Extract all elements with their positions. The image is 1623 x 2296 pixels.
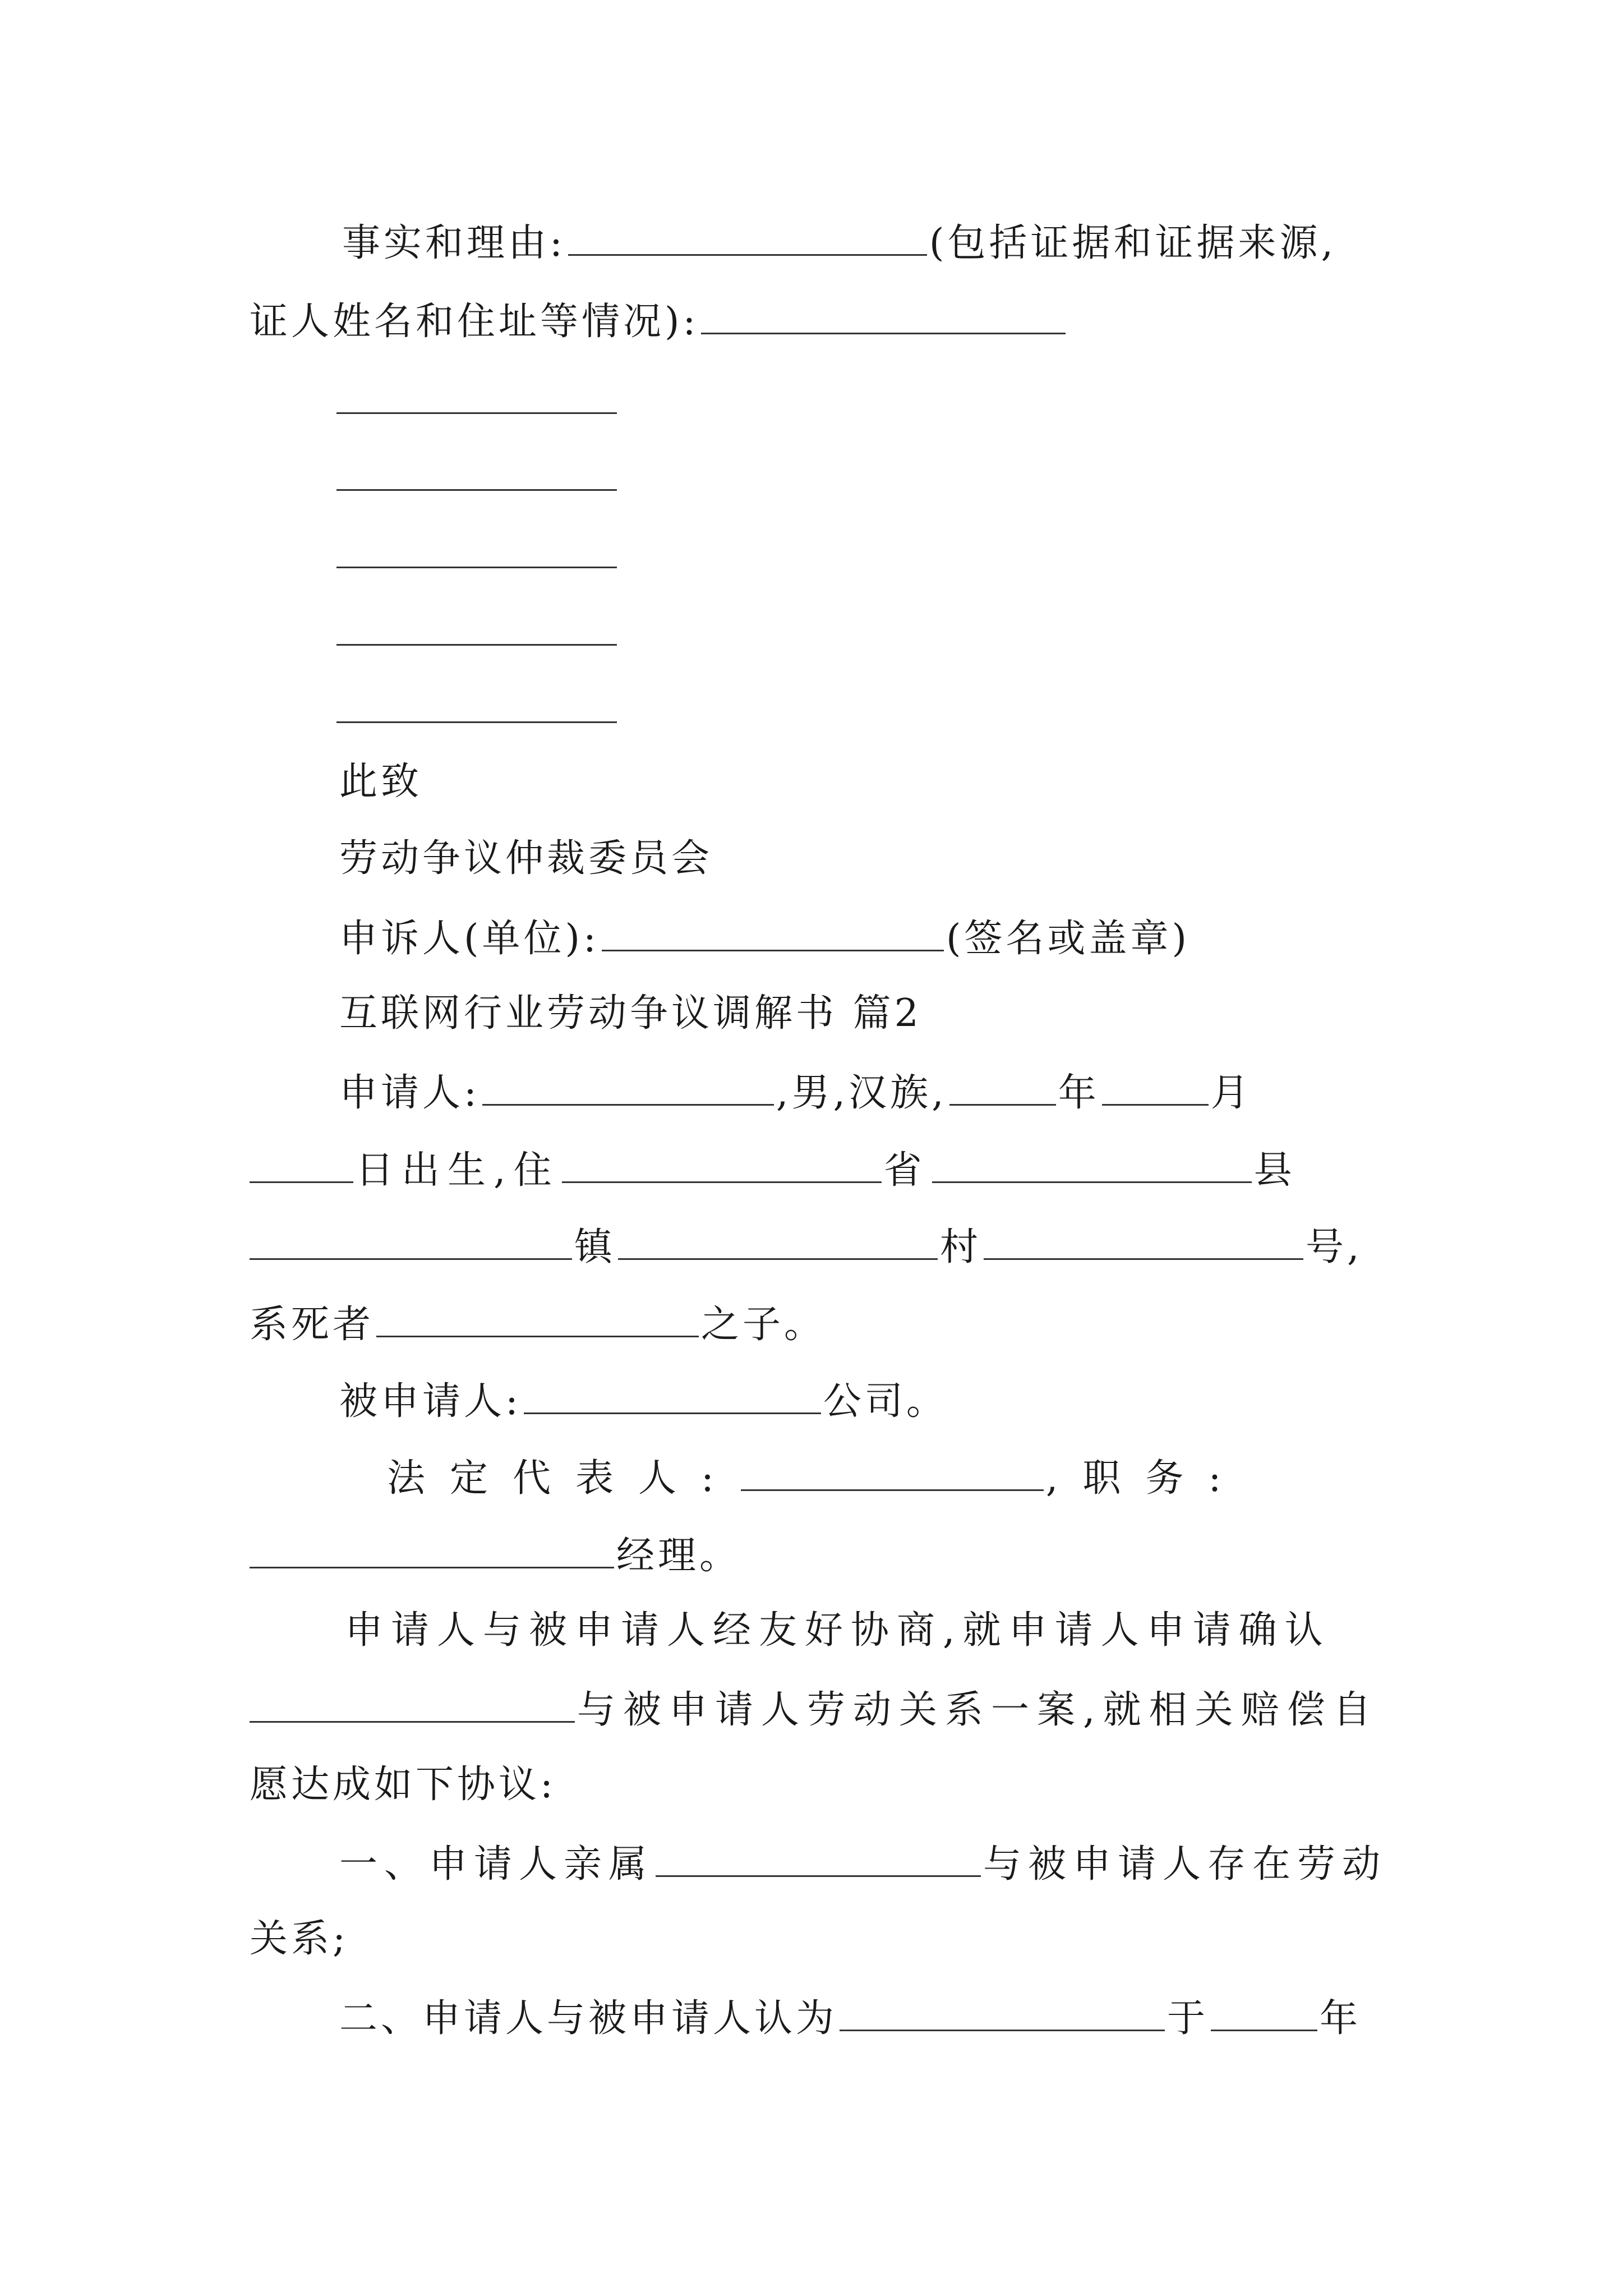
town-blank[interactable] (250, 1226, 572, 1260)
item1-line-1 (339, 1842, 1387, 1887)
sign-note: (签名或盖章) (946, 917, 1191, 961)
item2-text-b: 于 (1167, 1996, 1209, 2041)
item1-line-2: 关系; (250, 1917, 349, 1961)
respondent-blank[interactable] (524, 1380, 821, 1414)
legal-rep-blank[interactable] (741, 1457, 1044, 1491)
address-line (250, 1148, 1300, 1193)
respondent-line (339, 1379, 948, 1424)
labor-relation-blank[interactable] (250, 1688, 575, 1723)
section-title: 互联网行业劳动争议调解书 篇2 (339, 991, 922, 1036)
item1-text-a: 一、申请人亲属 (339, 1842, 654, 1887)
birth-month-blank[interactable] (1102, 1071, 1209, 1106)
position-label: ,职务: (1045, 1456, 1246, 1501)
birth-year-blank[interactable] (949, 1071, 1056, 1106)
manager-line (250, 1534, 741, 1578)
position-blank[interactable] (250, 1534, 614, 1568)
facts-line-2 (250, 300, 1068, 344)
blank-line-1[interactable] (336, 412, 617, 414)
facts-line2-text: 证人姓名和住址等情况): (250, 300, 699, 344)
blank-line-5[interactable] (336, 721, 617, 723)
county-label: 县 (1253, 1148, 1300, 1193)
salutation: 此致 (339, 760, 423, 804)
month-label: 月 (1210, 1071, 1252, 1115)
legal-rep-line (387, 1456, 1246, 1501)
deceased-pre: 系死者 (250, 1303, 375, 1347)
address-line-2 (250, 1226, 1363, 1267)
deceased-line (250, 1303, 826, 1347)
item2-line-1 (339, 1996, 1362, 2041)
applicant-label: 申请人: (339, 1071, 480, 1115)
appellant-line (339, 917, 1191, 961)
appellant-blank[interactable] (602, 917, 944, 951)
facts-note: (包括证据和证据来源, (929, 221, 1337, 265)
item2-text-a: 二、申请人与被申请人认为 (339, 1996, 838, 2041)
deceased-post: 之子。 (701, 1303, 826, 1347)
blank-line-4[interactable] (336, 644, 617, 646)
province-label: 省 (883, 1148, 930, 1193)
item2-text-c: 年 (1320, 1996, 1362, 2041)
applicant-line (339, 1071, 1252, 1115)
item1-text-b: 与被申请人存在劳动 (983, 1842, 1387, 1887)
para1-line-2-text: 与被申请人劳动关系一案,就相关赔偿自 (577, 1688, 1379, 1732)
legal-rep-label: 法定代表人: (387, 1456, 739, 1501)
person-blank[interactable] (840, 1997, 1165, 2031)
date-year-blank[interactable] (1211, 1997, 1317, 2031)
para1-line-3: 愿达成如下协议: (250, 1763, 556, 1807)
village-label: 村 (940, 1225, 982, 1269)
para1-line-1: 申请人与被申请人经友好协商,就申请人申请确认 (345, 1608, 1331, 1653)
facts-blank[interactable] (568, 222, 927, 256)
county-blank[interactable] (932, 1149, 1252, 1183)
year-label: 年 (1058, 1071, 1100, 1115)
village-blank[interactable] (618, 1226, 938, 1260)
deceased-blank[interactable] (376, 1303, 699, 1337)
appellant-label: 申诉人(单位): (339, 917, 600, 961)
manager-label: 经理。 (616, 1534, 741, 1578)
gender-text: ,男,汉族, (776, 1071, 947, 1115)
recipient: 劳动争议仲裁委员会 (339, 836, 713, 881)
facts-line-1 (342, 222, 1336, 263)
town-label: 镇 (574, 1225, 616, 1269)
respondent-label: 被申请人: (339, 1379, 522, 1424)
respondent-post: 公司。 (823, 1379, 948, 1424)
blank-line-2[interactable] (336, 489, 617, 491)
birth-text: 日出生,住 (356, 1148, 560, 1193)
birth-day-blank[interactable] (250, 1149, 353, 1183)
facts-label: 事实和理由: (342, 221, 566, 265)
province-blank[interactable] (562, 1149, 882, 1183)
relative-blank[interactable] (656, 1843, 981, 1877)
applicant-name-blank[interactable] (482, 1071, 774, 1106)
witness-blank[interactable] (701, 300, 1066, 334)
number-blank[interactable] (984, 1226, 1303, 1260)
para1-line-2 (250, 1688, 1379, 1732)
number-label: 号, (1306, 1225, 1363, 1269)
blank-line-3[interactable] (336, 567, 617, 568)
